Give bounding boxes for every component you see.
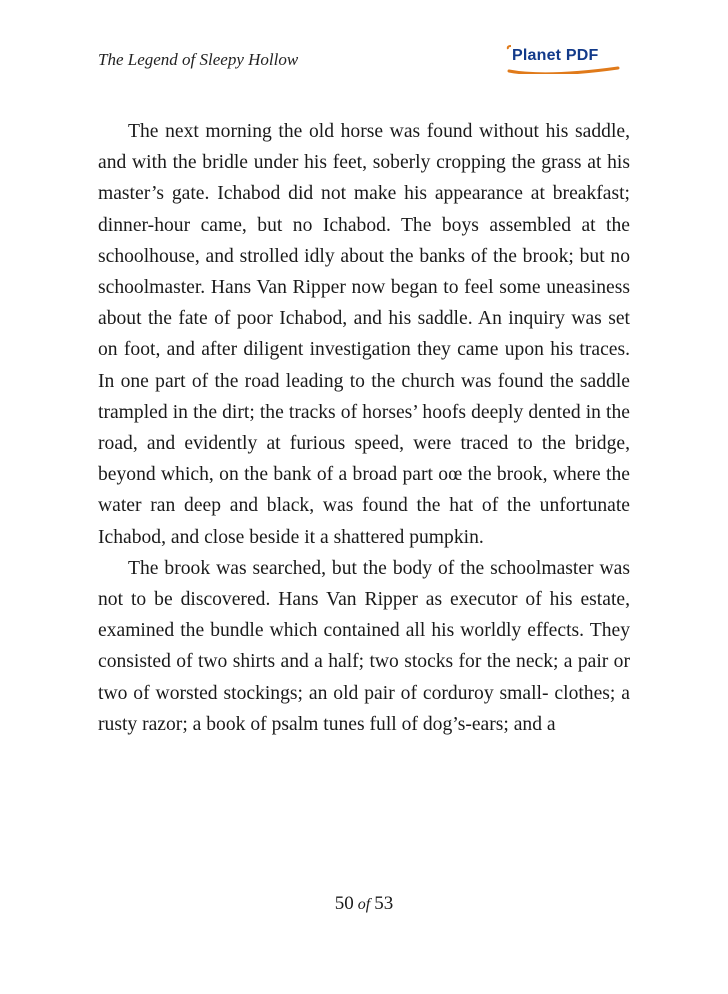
document-body <box>98 116 630 740</box>
planet-pdf-logo[interactable] <box>506 44 624 74</box>
page-header <box>98 44 630 78</box>
paragraph: The next morning the old horse was found without his saddle, and with the bridle under his feet, soberly cropping the grass at his master’s gate. Ichabod did not make his appearance at breakfast; dinner-hour came, but no Ichabod. The boys assembled at the schoolhouse, and strolled idly about the banks of the brook; but no schoolmaster. Hans Van Ripper now began to feel some uneasiness about the fate of poor Ichabod, and his saddle. An inquiry was set on foot, and after diligent investigation they came upon his traces. In one part of the road leading to the church was found the saddle trampled in the dirt; the tracks of horses’ hoofs deeply dented in the road, and evidently at furious speed, were traced to the bridge, beyond which, on the bank of a broad part oœ the brook, where the water ran deep and black, was found the hat of the unfortunate Ichabod, and close beside it a shattered pumpkin. <box>98 121 630 548</box>
book-title: The Legend of Sleepy Hollow <box>98 50 299 69</box>
logo-text: Planet PDF <box>512 47 599 64</box>
paragraph: The brook was searched, but the body of the schoolmaster was not to be discovered. Hans Van Ripper as executor of his estate, examined the bundle which contained all his worldly effects. They consisted of two shirts and a half; two stocks for the neck; a pair or two of worsted stockings; an old pair of corduroy small- clothes; a rusty razor; a book of psalm tunes full of dog’s-ears; and a <box>98 557 630 735</box>
page-of-label: of <box>357 896 371 913</box>
page-number <box>0 893 728 915</box>
page-current: 50 <box>334 893 354 914</box>
page-total: 53 <box>374 893 394 914</box>
